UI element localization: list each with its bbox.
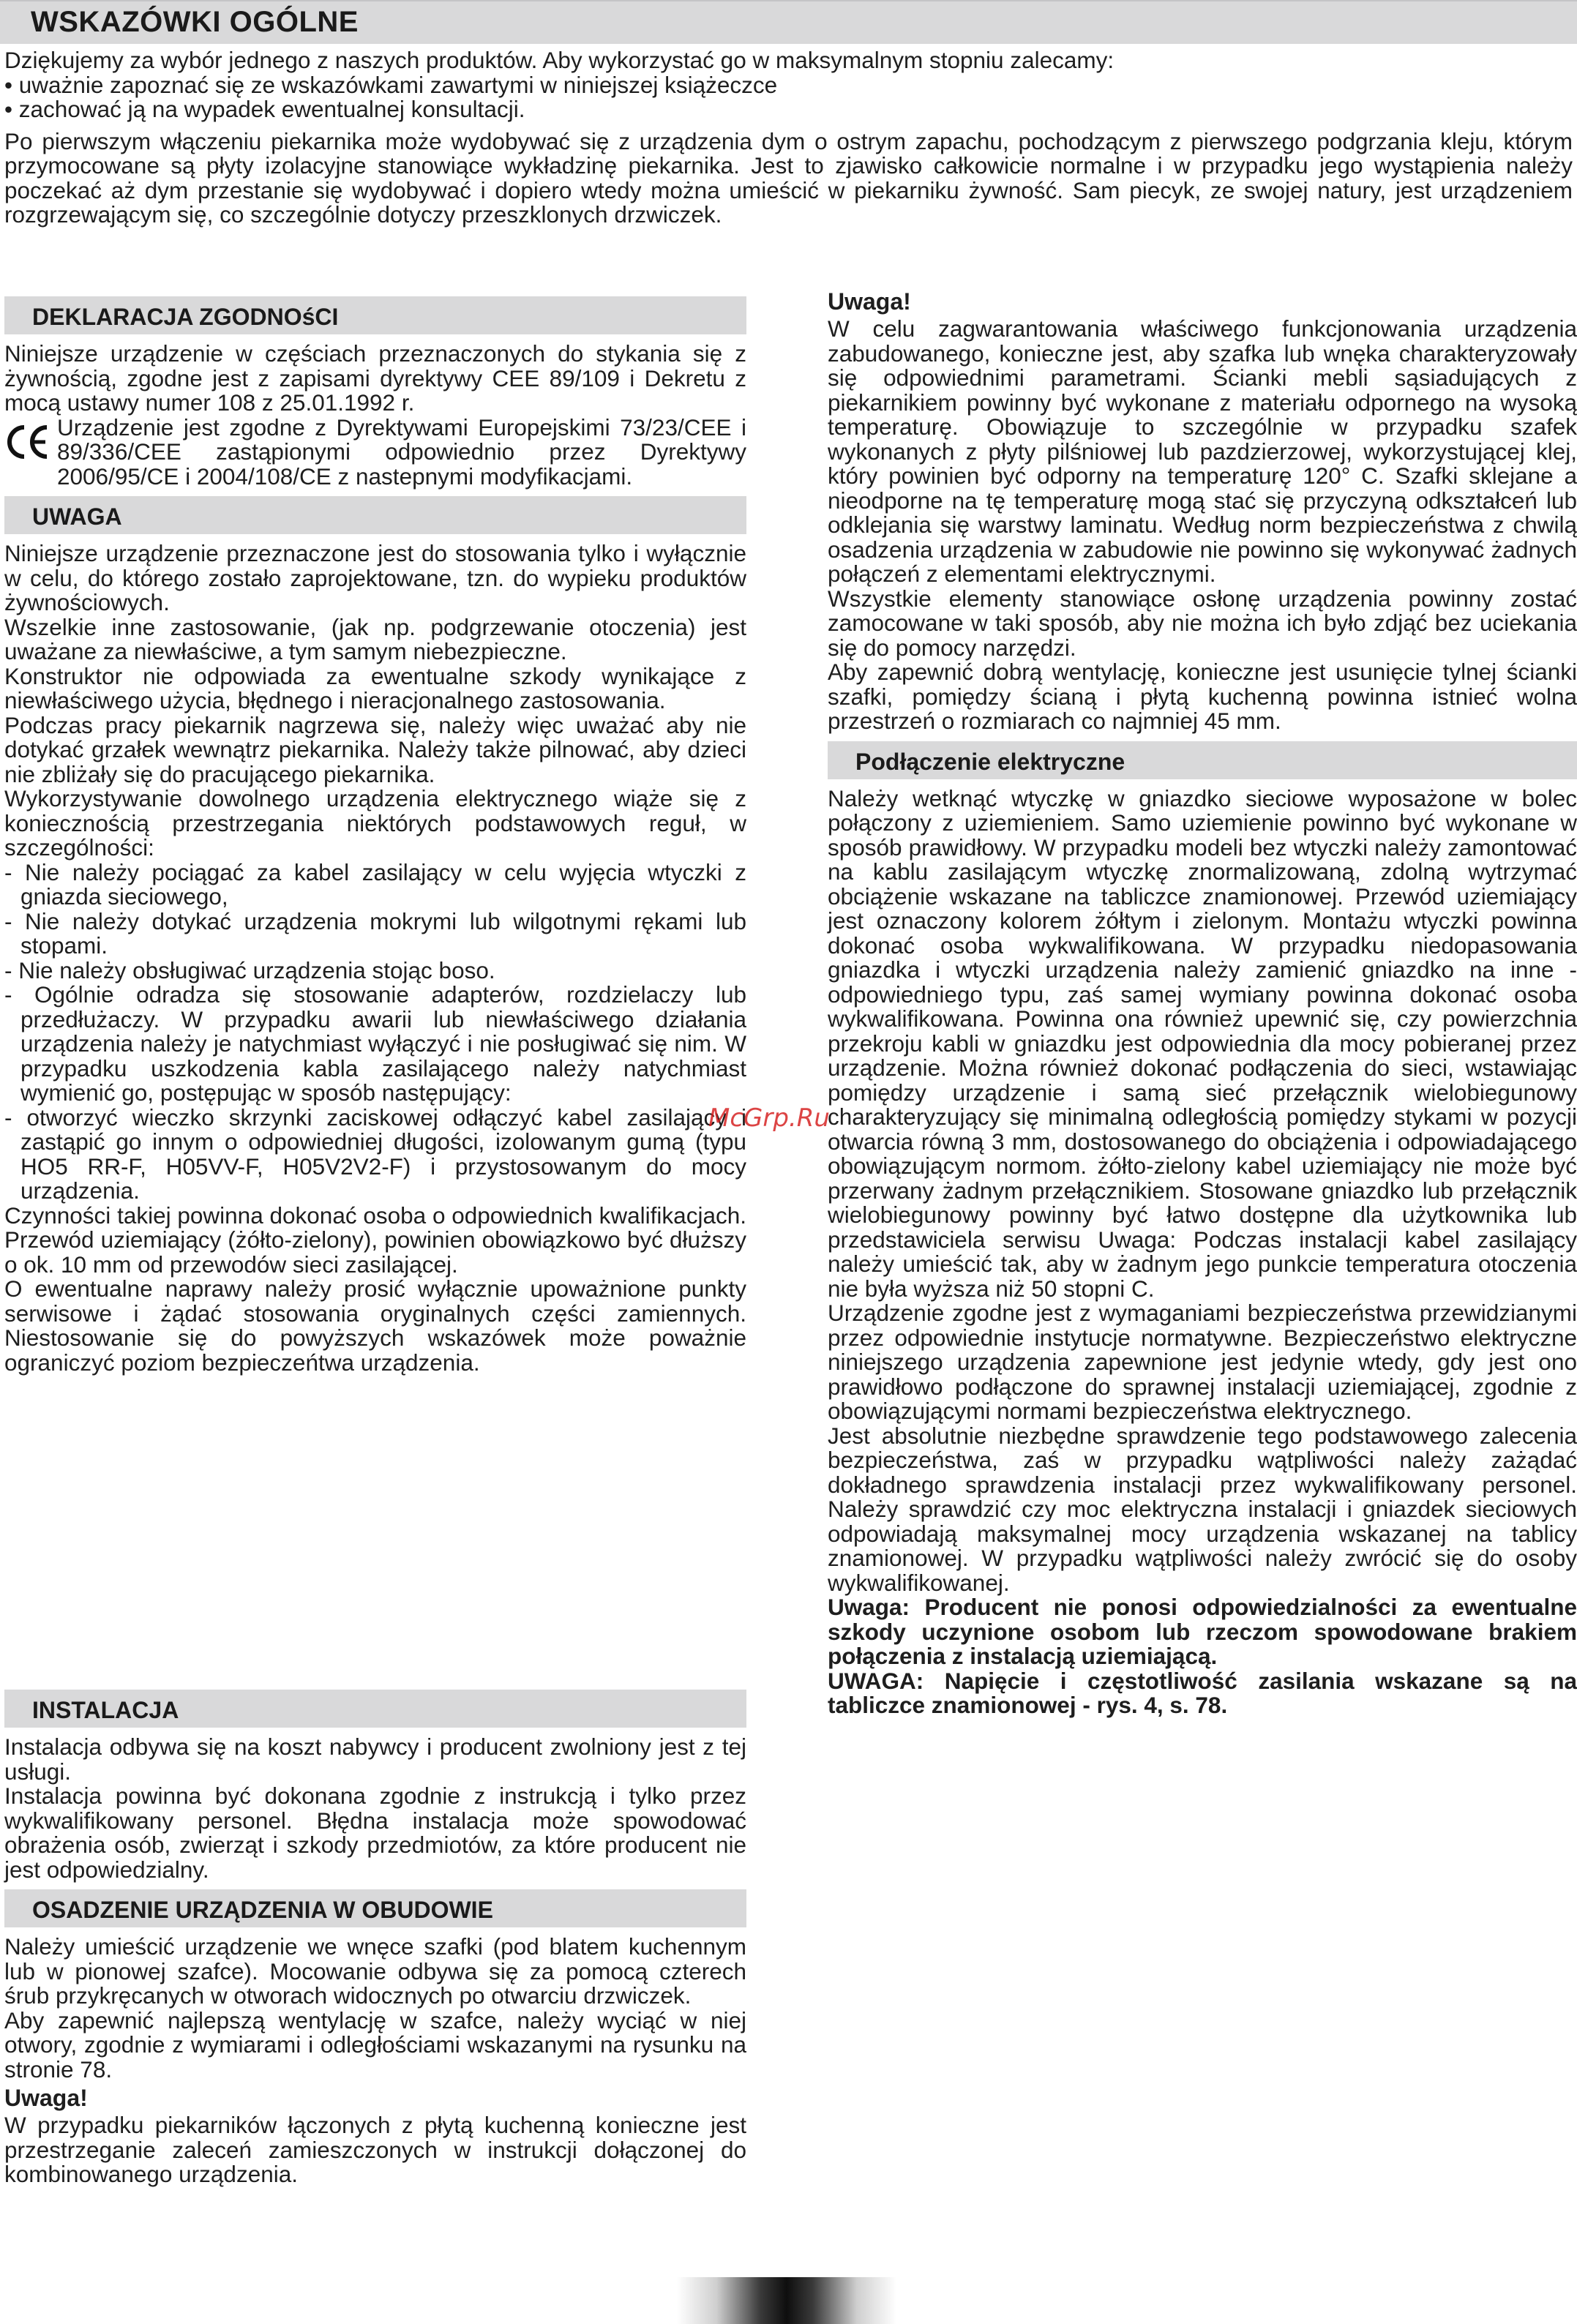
- warning-paragraph: Niniejsze urządzenie przeznaczone jest do stosowania tylko i wyłącznie w celu, do którego zostało zaprojektowane, tzn. do wypieku produktów żywnościowych.: [4, 540, 746, 615]
- right-warning-paragraph: Aby zapewnić dobrą wentylację, konieczne jest usunięcie tylnej ścianki szafki, pomiędzy ścianą i płytą kuchenną powinna istnieć wolna przestrzeń o rozmiarach co najmniej 45 mm.: [828, 659, 1577, 734]
- section-heading-warning: UWAGA: [4, 496, 746, 534]
- intro-line: Dziękujemy za wybór jednego z naszych produktów. Aby wykorzystać go w maksymalnym stopniu zalecamy:: [4, 47, 1115, 73]
- installation-paragraph: Instalacja powinna być dokonana zgodnie z instrukcją i tylko przez wykwalifikowany personel. Błędna instalacja może spowodować obrażenia osób, zwierząt i szkody przedmiotów, za które producent nie jest odpowiedzialny.: [4, 1783, 746, 1883]
- warning-list-item: - Nie należy obsługiwać urządzenia stojąc boso.: [4, 956, 495, 983]
- page-edge-gradient: [677, 2277, 896, 2324]
- electrical-bold-note: Uwaga: Producent nie ponosi odpowiedzialności za ewentualne szkody uczynione osobom lub rzeczom spowodowane brakiem połączenia z instalacją uziemiającą.: [828, 1594, 1577, 1669]
- left-column: [4, 289, 746, 2187]
- warning-paragraph: Czynności takiej powinna dokonać osoba o odpowiednich kwalifikacjach. Przewód uziemiający (żółto-zielony), powinien obowiązkowo być dłuższy o ok. 10 mm od przewodów sieci zasilającej.: [4, 1202, 746, 1278]
- right-warning-paragraph: Wszystkie elementy stanowiące osłonę urządzenia powinny zostać zamocowane w taki sposób, aby nie można ich było zdjąć bez uciekania się do pomocy narzędzi.: [828, 585, 1577, 661]
- intro-paragraph: Po pierwszym włączeniu piekarnika może wydobywać się z urządzenia dym o ostrym zapachu, pochodzącym z pierwszego podgrzania kleju, którym przymocowane są płyty izolacyjne stanowiące wykładzinę piekarnika. Jest to zjawisko całkowicie normalne i w przypadku jego wystąpienia należy poczekać aż dym przestanie się wydobywać i dopiero wtedy można umieścić w piekarniku żywność. Sam piecyk, ze swojej natury, jest urządzeniem rozgrzewającym się, co szczególnie dotyczy przeszklonych drzwiczek.: [4, 127, 1573, 228]
- intro-bullet: • zachować ją na wypadek ewentualnej konsultacji.: [4, 96, 525, 122]
- ce-conformity-text: Urządzenie jest zgodne z Dyrektywami Europejskimi 73/23/CEE i 89/336/CEE zastąpionymi odpowiednio przez Dyrektywy 2006/95/CE i 2004/108/CE z nastepnymi modyfikacjami.: [57, 413, 746, 490]
- section-heading-installation: INSTALACJA: [4, 1690, 746, 1728]
- mounting-paragraph: Należy umieścić urządzenie we wnęce szafki (pod blatem kuchennym lub w pionowej szafce). Mocowanie odbywa się za pomocą czterech śrub przykręcanych w otworach widocznych po otwarciu drzwiczek.: [4, 1933, 746, 2009]
- warning-paragraph: Podczas pracy piekarnik nagrzewa się, należy więc uważać aby nie dotykać grzałek wewnątrz piekarnika. Należy także pilnować, aby dzieci nie zbliżały się do pracującego piekarnika.: [4, 711, 746, 787]
- ce-row: [4, 413, 746, 490]
- right-column: [828, 285, 1577, 1718]
- intro-bullet: • uważnie zapoznać się ze wskazówkami zawartymi w niniejszej książeczce: [4, 71, 778, 98]
- warning-list-item: - Nie należy pociągać za kabel zasilający w celu wyjęcia wtyczki z gniazda sieciowego,: [4, 858, 746, 910]
- warning-list-item: - otworzyć wieczko skrzynki zaciskowej odłączyć kabel zasilający i zastąpić go innym o odpowiedniej długości, izolowanym gumą (typu HO5 RR-F, H05VV-F, H05V2V2-F) i przystosowanym do mocy urządzenia.: [4, 1103, 746, 1204]
- mounting-paragraph: Aby zapewnić najlepszą wentylację w szafce, należy wyciąć w niej otwory, zgodnie z wymiarami i odległościami wskazanymi na rysunku na stronie 78.: [4, 2006, 746, 2083]
- warning-paragraph: Konstruktor nie odpowiada za ewentualne szkody wynikające z niewłaściwego użycia, błędnego i nieracjonalnego zastosowania.: [4, 662, 746, 713]
- section-heading-mounting: OSADZENIE URZĄDZENIA W OBUDOWIE: [4, 1889, 746, 1927]
- warning-paragraph: Wszelkie inne zastosowanie, (jak np. podgrzewanie otoczenia) jest uważane za niewłaściwe, a tym samym niebezpieczne.: [4, 613, 746, 664]
- electrical-paragraph: Jest absolutnie niezbędne sprawdzenie tego podstawowego zalecenia bezpieczeństwa, zaś w przypadku wątpliwości należy zażądać dokładnego sprawdzenia instalacji przez wykwalifikowany personel. Należy sprawdzić czy moc elektryczna instalacji i gniazdek sieciowych odpowiadają maksymalnej mocy urządzenia wskazanej na tablicy znamionowej. W przypadku wątpliwości należy zwrócić się do osoby wykwalifikowanej.: [828, 1422, 1577, 1596]
- right-warning-paragraph: W celu zagwarantowania właściwego funkcjonowania urządzenia zabudowanego, konieczne jest, aby szafka lub wnęka charakteryzowały się odpowiednimi parametrami. Ścianki mebli sąsiadujących z piekarnikiem powinny być wykonane z materiału odpornego na wysoką temperaturę. Obowiązuje to szczególnie w przypadku szafek wykonanych z płyty pilśniowej lub pazdzierzowej, wykorzystującej klej, który powinien być odporny na temperaturę 120° C. Szafki sklejane a nieodporne na tę temperaturę mogą stać się przyczyną odkształceń lub odklejania się warstwy laminatu. Według norm bezpieczeństwa z chwilą osadzenia urządzenia w zabudowie nie powinno się wykonywać żadnych połączeń z elementami elektrycznymi.: [828, 315, 1577, 587]
- mounting-warning-label: Uwaga!: [4, 2085, 88, 2111]
- electrical-paragraph: Należy wetknąć wtyczkę w gniazdko sieciowe wyposażone w bolec połączony z uziemieniem. Samo uziemienie powinno być wykonane w sposób prawidłowy. W przypadku modeli bez wtyczki należy zamontować na kablu zasilającym wtyczkę znormalizowaną, zdolną wytrzymać obciążenie wskazane na tabliczce znamionowej. Przewód uziemiający jest oznaczony kolorem żółtym i zielonym. Montażu wtyczki powinna dokonać osoba wykwalifikowana. W przypadku niedopasowania gniazdka i wtyczki urządzenia należy zamienić gniazdko na inne - odpowiedniego typu, zaś samej wymiany powinna dokonać osoba wykwalifikowana. Powinna ona również upewnić się, czy powierzchnia przekroju kabli w gniazdku jest odpowiednia dla mocy pobieranej przez urządzenie. Można również dokonać podłączenia do sieci, wstawiając pomiędzy urządzenie i samą sieć przełącznik wielobiegunowy charakteryzujący się minimalną odległością pomiędzy stykami w pozycji otwarcia równą 3 mm, dostosowanego do obciążenia i odpowiadającego obowiązującym normom. żółto-zielony kabel uziemiający nie może być przerwany żadnym przełącznikiem. Stosowane gniazdko lub przełącznik wielobiegunowy powinny być łatwo dostępne dla użytkownika lub przedstawiciela serwisu Uwaga: Podczas instalacji kabel zasilający należy umieścić tak, aby w żadnym jego punkcie temperatura otoczenia nie była wyższa niż 50 stopni C.: [828, 784, 1577, 1302]
- declaration-text: Niniejsze urządzenie w częściach przeznaczonych do stykania się z żywnością, zgodne jest z zapisami dyrektywy CEE 89/109 i Dekretu z mocą ustawy numer 108 z 25.01.1992 r.: [4, 340, 746, 416]
- page-title: WSKAZÓWKI OGÓLNE: [31, 6, 359, 38]
- electrical-paragraph: Urządzenie zgodne jest z wymaganiami bezpieczeństwa przewidzianymi przez odpowiednie instytucje normatywne. Bezpieczeństwo elektryczne niniejszego urządzenia zapewnione jest jedynie wtedy, gdy jest ono prawidłowo podłączone do sprawnej instalacji uziemiającej, zgodnie z obowiązującymi normami bezpieczeństwa elektrycznego.: [828, 1300, 1577, 1424]
- header-banner: [0, 0, 1577, 44]
- ce-mark-icon: [4, 419, 57, 465]
- electrical-bold-note: UWAGA: Napięcie i częstotliwość zasilania wskazane są na tabliczce znamionowej - rys. 4, s. 78.: [828, 1667, 1577, 1718]
- warning-paragraph: Wykorzystywanie dowolnego urządzenia elektrycznego wiąże się z koniecznością przestrzegania niektórych podstawowych reguł, w szczególności:: [4, 785, 746, 861]
- watermark-text: McGrp.Ru: [708, 1103, 830, 1133]
- mounting-paragraph: W przypadku piekarników łączonych z płytą kuchenną konieczne jest przestrzeganie zaleceń zamieszczonych w instrukcji dołączonej do kombinowanego urządzenia.: [4, 2112, 746, 2187]
- warning-list-item: - Nie należy dotykać urządzenia mokrymi lub wilgotnymi rękami lub stopami.: [4, 907, 746, 959]
- warning-list-item: - Ogólnie odradza się stosowanie adapterów, rozdzielaczy lub przedłużaczy. W przypadku awarii lub niewłaściwego działania urządzenia należy je natychmiast wyłączyć i nie posługiwać się nim. W przypadku uszkodzenia kabla zasilającego należy natychmiast wymienić go, postępując w sposób następujący:: [4, 981, 746, 1106]
- section-heading-declaration: DEKLARACJA ZGODNOśCI: [4, 296, 746, 334]
- intro-section: [4, 48, 1573, 228]
- right-warning-label: Uwaga!: [828, 288, 911, 315]
- section-heading-electrical: Podłączenie elektryczne: [828, 741, 1577, 779]
- warning-paragraph: O ewentualne naprawy należy prosić wyłącznie upoważnione punkty serwisowe i żądać stosowania oryginalnych części zamiennych. Niestosowanie się do powyższych wskazówek może poważnie ograniczyć poziom bezpieczeńtwa urządzenia.: [4, 1275, 746, 1376]
- installation-paragraph: Instalacja odbywa się na koszt nabywcy i producent zwolniony jest z tej usługi.: [4, 1733, 746, 1785]
